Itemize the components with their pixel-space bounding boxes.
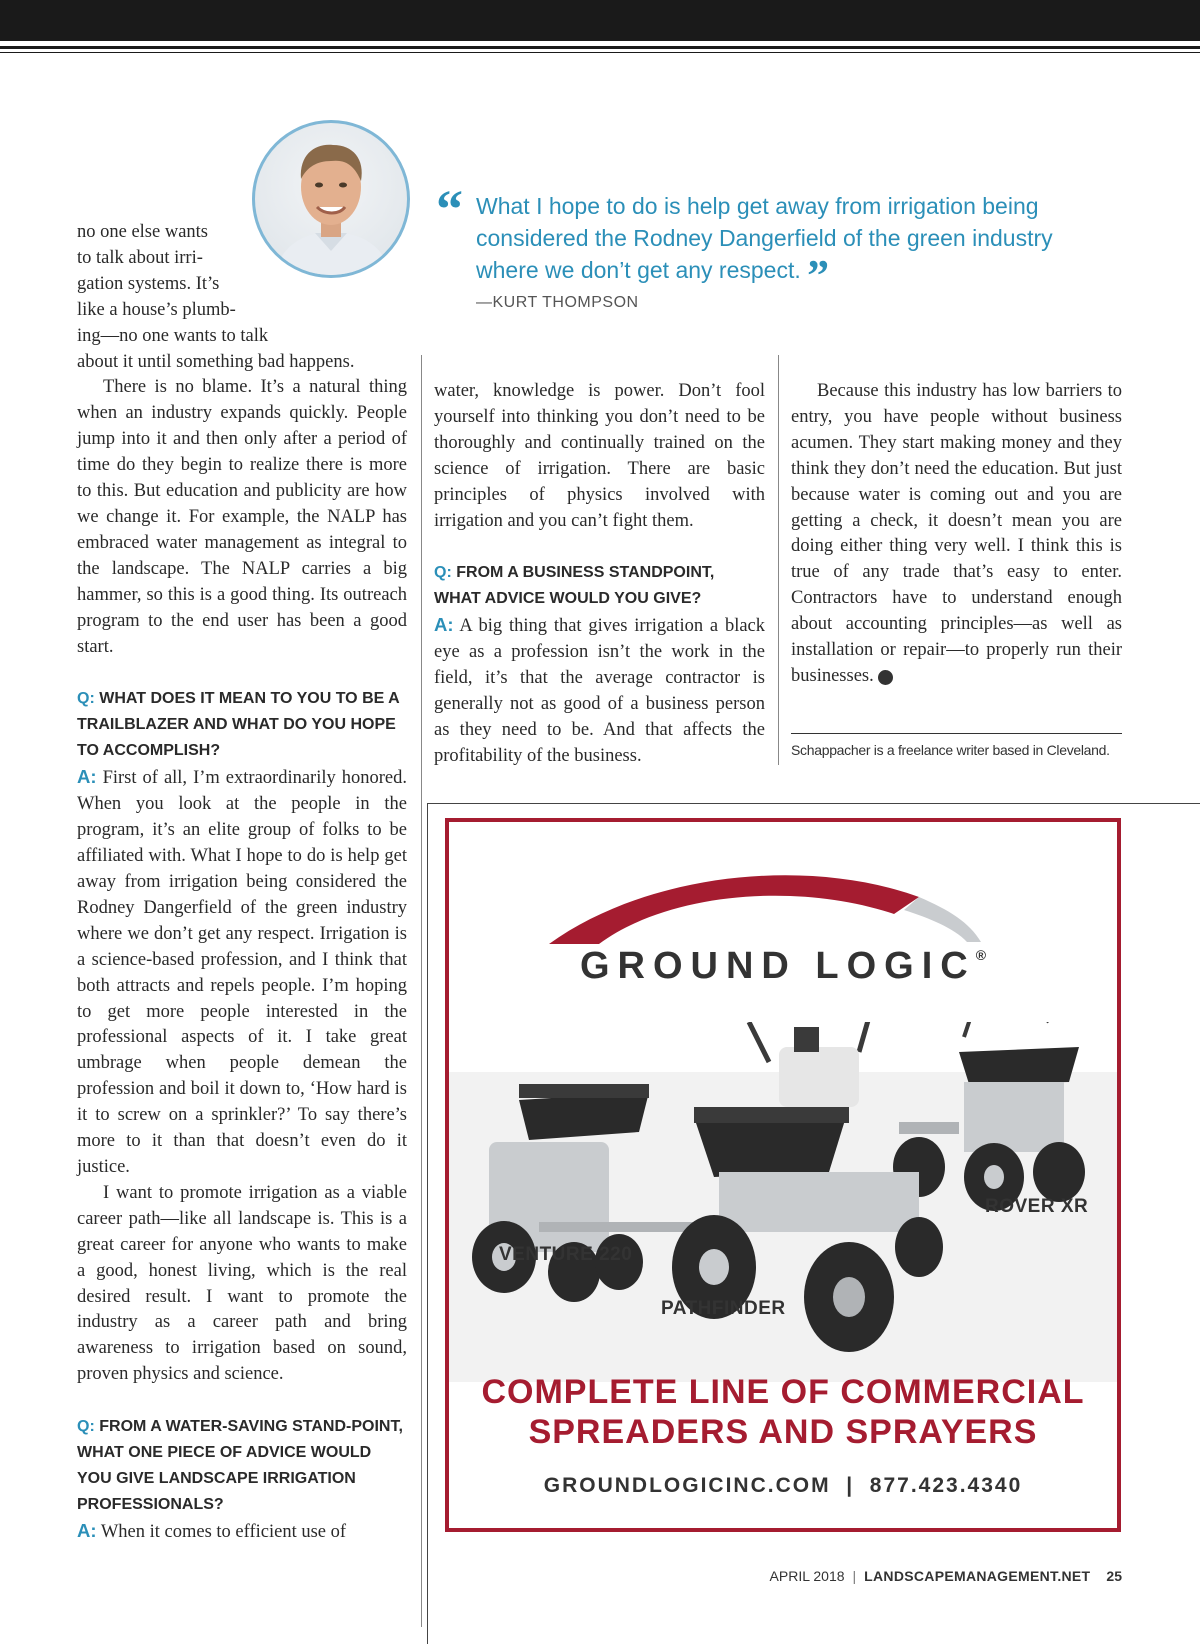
answer-paragraph: A: When it comes to efficient use of: [77, 1520, 347, 1543]
question-heading: Q: FROM A BUSINESS STANDPOINT, WHAT ADVICE WOULD YOU GIVE?: [434, 564, 715, 608]
quote-close-icon: ”: [807, 251, 830, 300]
quote-open-icon: “: [436, 179, 463, 239]
product-label-rover-xr: ROVER XR: [985, 1196, 1089, 1217]
advertisement[interactable]: [445, 818, 1121, 1532]
site-link[interactable]: LANDSCAPEMANAGEMENT.NET: [864, 1568, 1091, 1584]
ad-contact-link[interactable]: GROUNDLOGICINC.COM | 877.423.4340: [543, 1474, 1023, 1497]
question-heading: Q: WHAT DOES IT MEAN TO YOU TO BE A TRAILBLAZER AND WHAT DO YOU HOPE TO ACCOMPLISH?: [77, 690, 400, 760]
question-heading: Q: FROM A WATER-SAVING STAND-POINT, WHAT ONE PIECE OF ADVICE WOULD YOU GIVE LANDSCAPE IRRIGATION PROFESSIONALS?: [77, 1418, 403, 1514]
article-column-3: [791, 379, 1122, 690]
answer-paragraph: A: First of all, I’m extraordinarily honored. When you look at the people in the program, it’s an elite group of folks to be affiliated with. What I hope to do is help get away from irrigation being considered the Rodney Dangerfield of the green industry where we don’t get any respect. Irrigation is a science-based profession, and I think that both attracts and repels people. I’m hoping to get more people interested in the professional aspects of it. I take great umbrage when people demean the profession and boil it down to, ‘How hard is it to screw on a sprinkler?’ To say there’s more to it than that doesn’t even do it justice.: [77, 766, 408, 1177]
issue-date: APRIL 2018: [769, 1568, 845, 1584]
ground-logic-logo: [449, 862, 1117, 1012]
body-paragraph: There is no blame. It’s a natural thing when an industry expands quickly. People jump into it and then only after a period of time do they begin to realize there is more to this. But education and publicity are how we change it. For example, the NALP has embraced water management as integral to the landscape. The NALP carries a big hammer, so this is a good thing. Its outreach program to the end user has been a good start.: [77, 377, 407, 657]
ad-headline: COMPLETE LINE OF COMMERCIAL SPREADERS AND SPRAYERS: [481, 1373, 1085, 1451]
pull-quote-text: What I hope to do is help get away from irrigation being considered the Rodney Dangerfield of the green industry where we don’t get any respect. ”: [476, 193, 1053, 300]
pull-quote: [436, 179, 1116, 312]
header-bar: [0, 0, 1200, 41]
author-bio: Schappacher is a freelance writer based in Cleveland.: [791, 742, 1110, 758]
article-column-1: [77, 220, 407, 1546]
body-paragraph: I want to promote irrigation as a viable career path—like all landscape is. This is a great career for anyone who wants to make a good, honest living, which is the real desired result. I want to promote the industry as a career path and bring awareness to irrigation based on sound, proven physics and science.: [77, 1182, 407, 1385]
column-divider: [778, 355, 779, 765]
column-divider: [421, 355, 422, 1627]
header-rule-thin: [0, 52, 1200, 53]
brand-name: GROUND LOGIC®: [579, 945, 987, 987]
page-footer: [770, 1568, 1122, 1584]
pull-quote-attribution: —KURT THOMPSON: [476, 294, 639, 311]
product-label-venture-220: VENTURE 220: [499, 1244, 633, 1265]
footer-separator: |: [852, 1568, 857, 1584]
answer-paragraph: A: A big thing that gives irrigation a black eye as a profession isn’t the work in the field, it’s that the average contractor is generally not as good of a business person as they need to be. And that affects the profitability of the business.: [434, 614, 766, 766]
intro-paragraph: no one else wants to talk about irri- gation systems. It’s like a house’s plumb- ing—no one wants to talk about it until something bad happens.: [77, 222, 355, 372]
body-paragraph: water, knowledge is power. Don’t fool yourself into thinking you don’t need to be thoroughly and continually trained on the science of irrigation. There are basic principles of physics involved with irrigation and you can’t fight them.: [434, 381, 765, 531]
page-number: 25: [1106, 1568, 1122, 1584]
bio-rule: [791, 733, 1122, 734]
header-rule: [0, 46, 1200, 49]
body-paragraph: Because this industry has low barriers to entry, you have people without business acumen. They start making money and they think they don’t need the education. But just because water is coming out and you are getting a check, it doesn’t mean you are doing either thing very well. I think this is true of any trade that’s easy to enter. Contractors have to understand enough about accounting principles—as well as installation or repair—to properly run their businesses. LM: [791, 381, 1122, 686]
article-column-2: [434, 379, 765, 770]
product-label-pathfinder: PATHFINDER: [661, 1298, 786, 1319]
end-mark-icon: LM: [878, 670, 893, 685]
